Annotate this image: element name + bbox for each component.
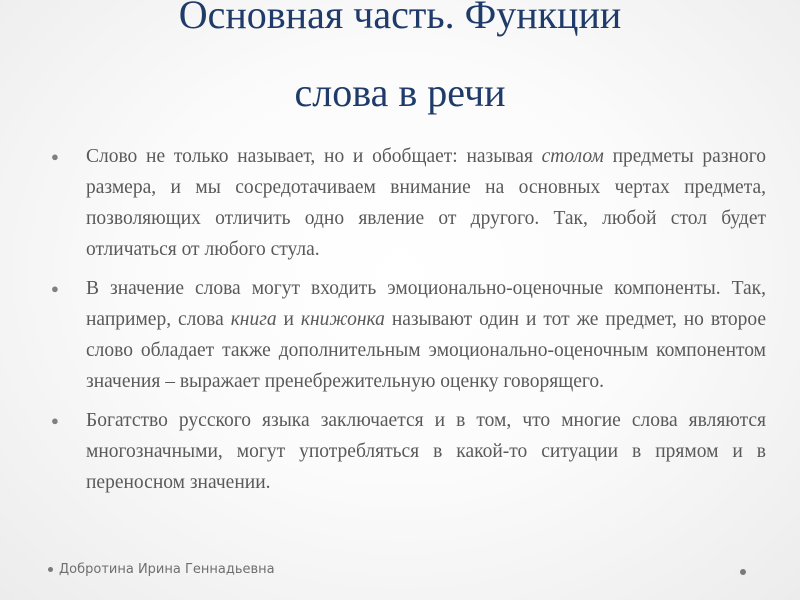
bullet-text-segment: Слово не только называет, но и обобщает: называя	[86, 146, 542, 167]
bullet-text-segment: предметы разного размера, и мы сосредотачиваем внимание на основных чертах предмета, позволяющих отличить одно явление от другого. Так, любой стол будет отличаться от любого стула.	[86, 146, 766, 260]
bullet-item	[51, 273, 766, 397]
footer-dot-icon	[48, 567, 53, 572]
bullet-icon: ●	[51, 281, 59, 296]
bullet-item	[51, 405, 766, 498]
bullet-list	[51, 141, 766, 506]
bullet-text-italic: книга	[230, 309, 277, 330]
bullet-text-segment: и	[276, 309, 301, 330]
bullet-text-segment: Богатство русского языка заключается и в том, что многие слова являются многозначными, могут употребляться в какой-то ситуации в прямом и в переносном значении.	[86, 410, 766, 493]
slide-title-line-1: Основная часть. Функции	[178, 0, 622, 37]
corner-dot-icon	[740, 569, 746, 575]
bullet-icon: ●	[51, 149, 59, 164]
bullet-text-segment: В значение слова могут входить эмоционально-оценочные компоненты. Так, например, слова	[86, 278, 766, 330]
bullet-text-italic: книжонка	[300, 309, 385, 330]
footer-author: Добротина Ирина Геннадьевна	[59, 562, 275, 577]
bullet-icon: ●	[51, 413, 59, 428]
bullet-text-segment: называют один и тот же предмет, но второе слово обладает также дополнительным эмоционально-оценочным компонентом значения – выражает пренебрежительную оценку говорящего.	[86, 309, 766, 392]
bullet-text-italic: столом	[541, 146, 604, 167]
bullet-item	[51, 141, 766, 265]
footer	[48, 562, 275, 577]
slide-title-line-2: слова в речи	[294, 70, 506, 115]
